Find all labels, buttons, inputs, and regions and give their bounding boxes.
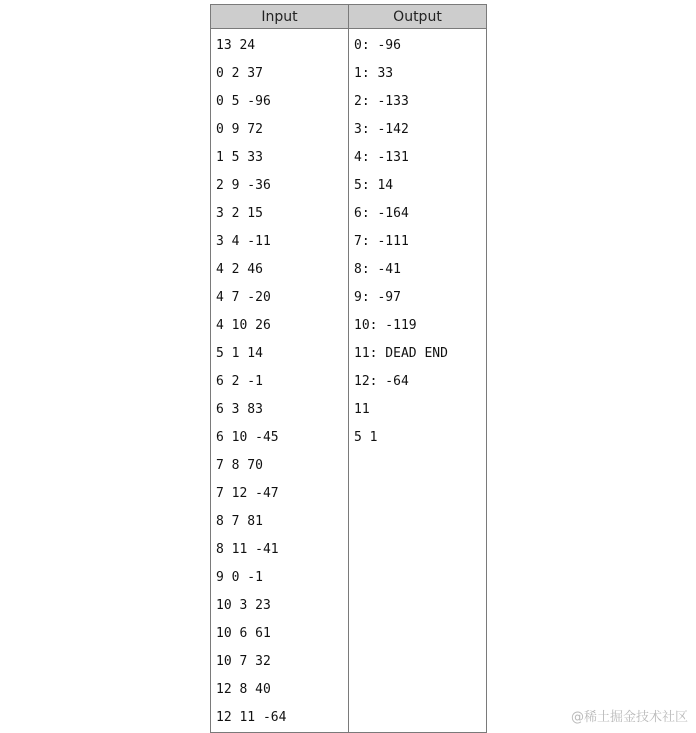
output-line: 9: -97 — [354, 290, 401, 305]
output-line: 12: -64 — [354, 374, 409, 389]
output-line: 8: -41 — [354, 262, 401, 277]
input-cell — [211, 29, 349, 733]
input-line: 6 10 -45 — [216, 430, 279, 445]
input-line: 4 2 46 — [216, 262, 263, 277]
input-line: 7 8 70 — [216, 458, 263, 473]
output-line: 11 — [354, 402, 370, 417]
input-line: 0 9 72 — [216, 122, 263, 137]
output-line: 6: -164 — [354, 206, 409, 221]
input-line: 10 7 32 — [216, 654, 271, 669]
output-line: 5 1 — [354, 430, 378, 445]
input-lines — [211, 29, 348, 732]
output-line: 0: -96 — [354, 38, 401, 53]
input-line: 2 9 -36 — [216, 178, 271, 193]
input-line: 3 2 15 — [216, 206, 263, 221]
output-line: 3: -142 — [354, 122, 409, 137]
input-line: 4 7 -20 — [216, 290, 271, 305]
input-line: 6 2 -1 — [216, 374, 263, 389]
input-column-header: Input — [211, 5, 349, 29]
input-line: 6 3 83 — [216, 402, 263, 417]
input-line: 1 5 33 — [216, 150, 263, 165]
input-line: 12 8 40 — [216, 682, 271, 697]
input-line: 3 4 -11 — [216, 234, 271, 249]
header-row — [211, 5, 487, 29]
output-line: 11: DEAD END — [354, 346, 448, 361]
output-line: 5: 14 — [354, 178, 394, 193]
watermark: @稀土掘金技术社区 — [570, 710, 688, 725]
input-line: 8 7 81 — [216, 514, 263, 529]
output-line: 2: -133 — [354, 94, 409, 109]
output-column-header: Output — [349, 5, 487, 29]
input-line: 0 2 37 — [216, 66, 263, 81]
input-line: 10 6 61 — [216, 626, 271, 641]
output-line: 1: 33 — [354, 66, 394, 81]
output-line: 10: -119 — [354, 318, 417, 333]
input-line: 0 5 -96 — [216, 94, 271, 109]
io-table — [210, 4, 487, 733]
output-line: 7: -111 — [354, 234, 409, 249]
input-line: 9 0 -1 — [216, 570, 263, 585]
output-line: 4: -131 — [354, 150, 409, 165]
input-line: 7 12 -47 — [216, 486, 279, 501]
input-line: 5 1 14 — [216, 346, 263, 361]
content-row — [211, 29, 487, 733]
input-line: 8 11 -41 — [216, 542, 279, 557]
output-lines — [349, 29, 486, 452]
input-line: 13 24 — [216, 38, 256, 53]
input-line: 4 10 26 — [216, 318, 271, 333]
output-cell — [349, 29, 487, 733]
input-line: 10 3 23 — [216, 598, 271, 613]
input-line: 12 11 -64 — [216, 710, 287, 725]
